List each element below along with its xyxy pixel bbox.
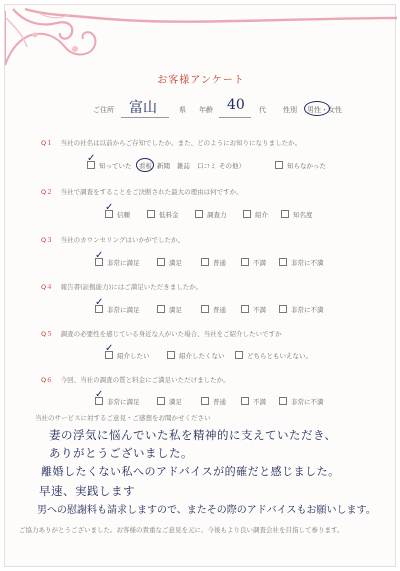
q3-option-very-satisfied[interactable]: 非常に満足 — [95, 258, 140, 267]
q6-option-satisfied[interactable]: 満足 — [157, 397, 182, 406]
survey-sheet — [4, 4, 396, 567]
q1-option-wordofmouth[interactable]: 口コミ — [197, 162, 217, 170]
q2-option-trust[interactable]: 信頼 — [105, 210, 130, 219]
q5-option-recommend[interactable]: 紹介したい — [105, 351, 150, 360]
prefecture-underline — [121, 117, 169, 118]
q1-option-other[interactable]: その他） — [219, 162, 245, 170]
age-label: 年齢 — [199, 106, 213, 114]
comment-line: 男への慰謝料も請求しますので、またその際のアドバイスもお願いします。 — [37, 505, 376, 516]
question-5: Q５ 調査の必要性を感じている身近な人がいた場合、当社をご紹介したいですか — [41, 330, 282, 338]
floral-ornament-icon — [5, 5, 397, 75]
q6-option-dissatisfied[interactable]: 不満 — [241, 397, 266, 406]
age-value: 40 — [227, 97, 245, 113]
q3-check-mark: ✓ — [95, 250, 104, 261]
q2-option-low-price[interactable]: 低料金 — [147, 210, 179, 219]
q5-check-mark: ✓ — [105, 343, 114, 354]
comment-prompt: 当社のサービスに対するご意見・ご感想をお聞かせください — [35, 414, 211, 422]
question-2: Q２ 当社で調査をすることをご決断された最大の理由は何ですか。 — [41, 188, 243, 196]
comment-line: 妻の浮気に悩んでいた私を精神的に支えていただき、 — [49, 428, 337, 442]
q6-option-neutral[interactable]: 普通 — [201, 397, 226, 406]
q4-option-dissatisfied[interactable]: 不満 — [241, 305, 266, 314]
q6-option-very-satisfied[interactable]: 非常に満足 — [95, 397, 140, 406]
q5-option-undecided[interactable]: どちらともいえない。 — [235, 351, 312, 360]
age-underline — [219, 117, 251, 118]
q1-check-mark: ✓ — [87, 153, 96, 164]
q1-option-signboard[interactable]: 看板 — [139, 162, 152, 170]
comment-line: 早速、実践します — [39, 484, 135, 498]
comment-line: 離婚したくない私へのアドバイスが的確だと感じました。 — [41, 465, 340, 478]
question-4: Q４ 報告書(証拠能力)にはご満足いただきましたか。 — [41, 283, 203, 291]
q6-check-mark: ✓ — [95, 389, 104, 400]
q1-option-knew[interactable]: 知っていた — [87, 161, 132, 170]
q1-option-magazine[interactable]: 雑誌 — [177, 162, 190, 170]
q1-option-didnt-know[interactable]: 知らなかった — [275, 161, 326, 170]
respondent-info — [1, 97, 400, 121]
prefecture-label: 県 — [179, 106, 186, 114]
q3-option-neutral[interactable]: 普通 — [201, 258, 226, 267]
q2-option-referral[interactable]: 紹介 — [243, 210, 268, 219]
q4-option-very-satisfied[interactable]: 非常に満足 — [95, 305, 140, 314]
q1-option-newspaper[interactable]: 新聞 — [157, 162, 170, 170]
q5-option-not-recommend[interactable]: 紹介したくない — [167, 351, 225, 360]
comment-area[interactable] — [35, 427, 375, 537]
q2-check-mark: ✓ — [105, 202, 114, 213]
q4-option-very-dissatisfied[interactable]: 非常に不満 — [279, 305, 324, 314]
q1-circle-mark — [136, 158, 154, 172]
q4-check-mark: ✓ — [95, 297, 104, 308]
address-label: ご住所 — [93, 106, 114, 114]
gender-options: 男性・女性 — [307, 106, 342, 114]
gender-label: 性別 — [283, 106, 297, 114]
prefecture-value: 富山 — [129, 100, 157, 116]
gender-circle — [304, 101, 330, 116]
q4-option-neutral[interactable]: 普通 — [201, 305, 226, 314]
comment-line: ありがとうございました。 — [49, 446, 193, 460]
question-1: Q１ 当社の社名は以前からご存知でしたか。また、どのようにお知りになりましたか。 — [41, 139, 302, 147]
question-3: Q３ 当社のカウンセリングはいかがでしたか。 — [41, 236, 184, 244]
footer-note: ご協力ありがとうございました。お客様の貴重なご意見を元に、今後もより良い調査会社を目指して参ります。 — [19, 526, 344, 534]
age-unit: 代 — [259, 106, 266, 114]
q6-option-very-dissatisfied[interactable]: 非常に不満 — [279, 397, 324, 406]
q3-option-dissatisfied[interactable]: 不満 — [241, 258, 266, 267]
q2-option-recognition[interactable]: 知名度 — [281, 210, 313, 219]
question-6: Q６ 今回、当社の調査の質と料金にご満足いただけましたか。 — [41, 376, 230, 384]
q3-option-very-dissatisfied[interactable]: 非常に不満 — [279, 258, 324, 267]
page-title: お客様アンケート — [157, 75, 245, 86]
q4-option-satisfied[interactable]: 満足 — [157, 305, 182, 314]
q2-option-capability[interactable]: 調査力 — [195, 210, 227, 219]
q3-option-satisfied[interactable]: 満足 — [157, 258, 182, 267]
